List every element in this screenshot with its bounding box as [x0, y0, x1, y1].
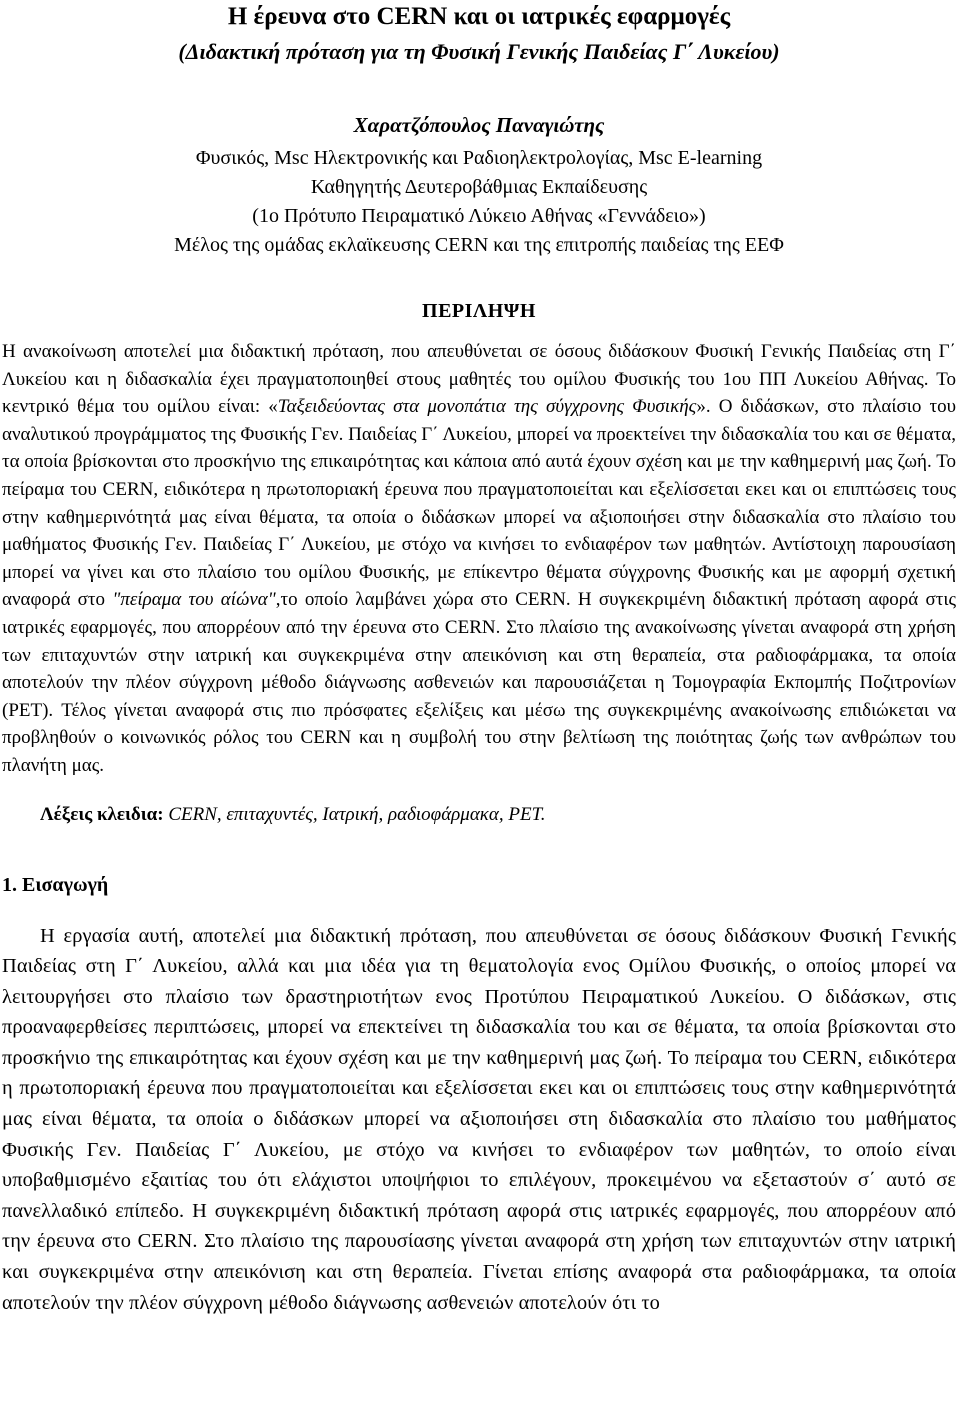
author-affiliations: [2, 144, 956, 260]
section-heading-introduction: 1. Εισαγωγή: [2, 873, 109, 896]
abstract-heading: ΠΕΡΙΛΗΨΗ: [422, 300, 536, 322]
keywords-line: [40, 802, 956, 828]
keywords-label: Λέξεις κλειδια:: [40, 803, 164, 825]
paper-subtitle: (Διδακτική πρόταση για τη Φυσική Γενικής Παιδείας Γ΄ Λυκείου): [178, 39, 780, 64]
abstract-theme-italic: Ταξειδεύοντας στα μονοπάτια της σύγχρονης Φυσικής: [277, 396, 697, 418]
affiliation-line: Μέλος της ομάδας εκλαϊκευσης CERN και της επιτροπής παιδείας της ΕΕΦ: [174, 234, 784, 256]
abstract-paragraph: [2, 338, 956, 780]
author-name: Χαρατζόπουλος Παναγιώτης: [353, 113, 605, 137]
abstract-text: ». Ο διδάσκων, στο πλαίσιο του αναλυτικού προγράμματος της Φυσικής Γεν. Παιδείας Γ΄ Λυκείου, μπορεί να προεκτείνει την διδασκαλία του και σε θέματα, τα οποία βρίσκονται στο προσκήνιο της επικαιρότητας και κάποια από αυτά έχουν σχέση και με την καθημερινή μας ζωή. Το πείραμα του CERN, ειδικότερα η πρωτοποριακή έρευνα που πραγματοποιείται και εξελίσσεται εκει και οι επιπτώσεις τους στην καθημερινότητά μας είναι θέματα, τα οποία ο διδάσκων μπορεί να αξιοποιήσει στην διδασκαλία στο πλαίσιο του μαθήματος Φυσικής Γεν. Παιδείας Γ΄ Λυκείου, με στόχο να κινήσει το ενδιαφέρον των μαθητών. Αντίστοιχη παρουσίαση μπορεί να γίνει και στο πλαίσιο του ομίλου Φυσικής, με επίκεντρο θέματα σύγχρονης Φυσικής και με αφορμή σχετική αναφορά στο: [2, 396, 956, 611]
affiliation-line: (1ο Πρότυπο Πειραματικό Λύκειο Αθήνας «Γεννάδειο»): [252, 205, 706, 227]
paper-title: Η έρευνα στο CERN και οι ιατρικές εφαρμογές: [227, 3, 731, 30]
abstract-text: ,το οποίο λαμβάνει χώρα στο CERN. Η συγκεκριμένη διδακτική πρόταση αφορά στις ιατρικές εφαρμογές, που απορρέουν από την έρευνα στο CERN. Στο πλαίσιο της ανακοίνωσης γίνεται αναφορά στη χρήση των επιταχυντών στην ιατρική και συγκεκριμένα στην απεικόνιση και στη θεραπεία, στα ραδιοφάρμακα, τα οποία αποτελούν την πλέον σύγχρονη μέθοδο διάγνωσης ασθενειών και παρουσιάζεται η Τομογραφία Εκπομπής Ποζιτρονίων (PET). Τέλος γίνεται αναφορά στις πιο πρόσφατες εξελίξεις και μέσω της συγκεκριμένης ανακοίνωσης επιδιώκεται να προβληθούν ο κοινωνικός ρόλος του CERN και η συμβολή του στην βελτίωση της ποιότητας ζωής των ανθρώπων του πλανήτη μας.: [2, 589, 957, 776]
abstract-text: Η ανακοίνωση αποτελεί μια διδακτική πρόταση, που απευθύνεται σε όσους διδάσκουν Φυσική Γενικής Παιδείας στη Γ΄ Λυκείου και η διδασκαλία έχει πραγματοποιηθεί στους μαθητές του ομίλου Φυσικής του 1ου ΠΠ Λυκείου Αθήνας. Το κεντρικό θέμα του ομίλου είναι: «: [2, 341, 956, 418]
abstract-quote-italic: "πείραμα του αίώνα": [112, 589, 276, 611]
introduction-paragraph: Η εργασία αυτή, αποτελεί μια διδακτική πρόταση, που απευθύνεται σε όσους διδάσκουν Φυσική Γενικής Παιδείας στη Γ΄ Λυκείου, αλλά και μια ιδέα για τη θεματολογία ενος Ομίλου Φυσικής, ο οποίος μπορεί να λειτουργήσει στο πλαίσιο των δραστηριοτήτων ενος Προτύπου Πειραματικού Λυκείου. Ο διδάσκων, στις προαναφερθείσες περιπτώσεις, μπορεί να επεκτείνει τη διδασκαλία του και σε θέματα, τα οποία βρίσκονται στο προσκήνιο της επικαιρότητας και έχουν σχέση και με την καθημερινή μας ζωή. Το πείραμα του CERN, ειδικότερα η πρωτοποριακή έρευνα που πραγματοποιείται και εξελίσσεται εκει και οι επιπτώσεις τους στην καθημερινότητά μας είναι θέματα, τα οποία ο διδάσκων μπορεί να αξιοποιήσει στη διδασκαλία στο πλαίσιο του μαθήματος Φυσικής Γεν. Παιδείας Γ΄ Λυκείου, με στόχο να κινήσει το ενδιαφέρον των μαθητών, το οποίο είναι υποβαθμισμένο εξαιτίας του ότι ελάχιστοι υποψήφιοι το επιλέγουν, προκειμένου να εξεταστούν σ΄ αυτό σε πανελλαδικό επίπεδο. Η συγκεκριμένη διδακτική πρόταση αφορά στις ιατρικές εφαρμογές, που απορρέουν από την έρευνα στο CERN. Στο πλαίσιο της παρουσίασης γίνεται αναφορά στη χρήση των επιταχυντών στην ιατρική και συγκεκριμένα στην απεικόνιση και στη θεραπεία. Γίνεται επίσης αναφορά στα ραδιοφάρμακα, τα οποία αποτελούν την πλέον σύγχρονη μέθοδο διάγνωσης ασθενειών αποτελούν ότι το: [2, 924, 956, 1314]
keywords-values: CERN, επιταχυντές, Ιατρική, ραδιοφάρμακα, PET.: [163, 803, 546, 825]
affiliation-line: Φυσικός, Msc Ηλεκτρονικής και Ραδιοηλεκτρολογίας, Msc E-learning: [195, 147, 763, 169]
affiliation-line: Καθηγητής Δευτεροβάθμιας Εκπαίδευσης: [310, 176, 648, 198]
